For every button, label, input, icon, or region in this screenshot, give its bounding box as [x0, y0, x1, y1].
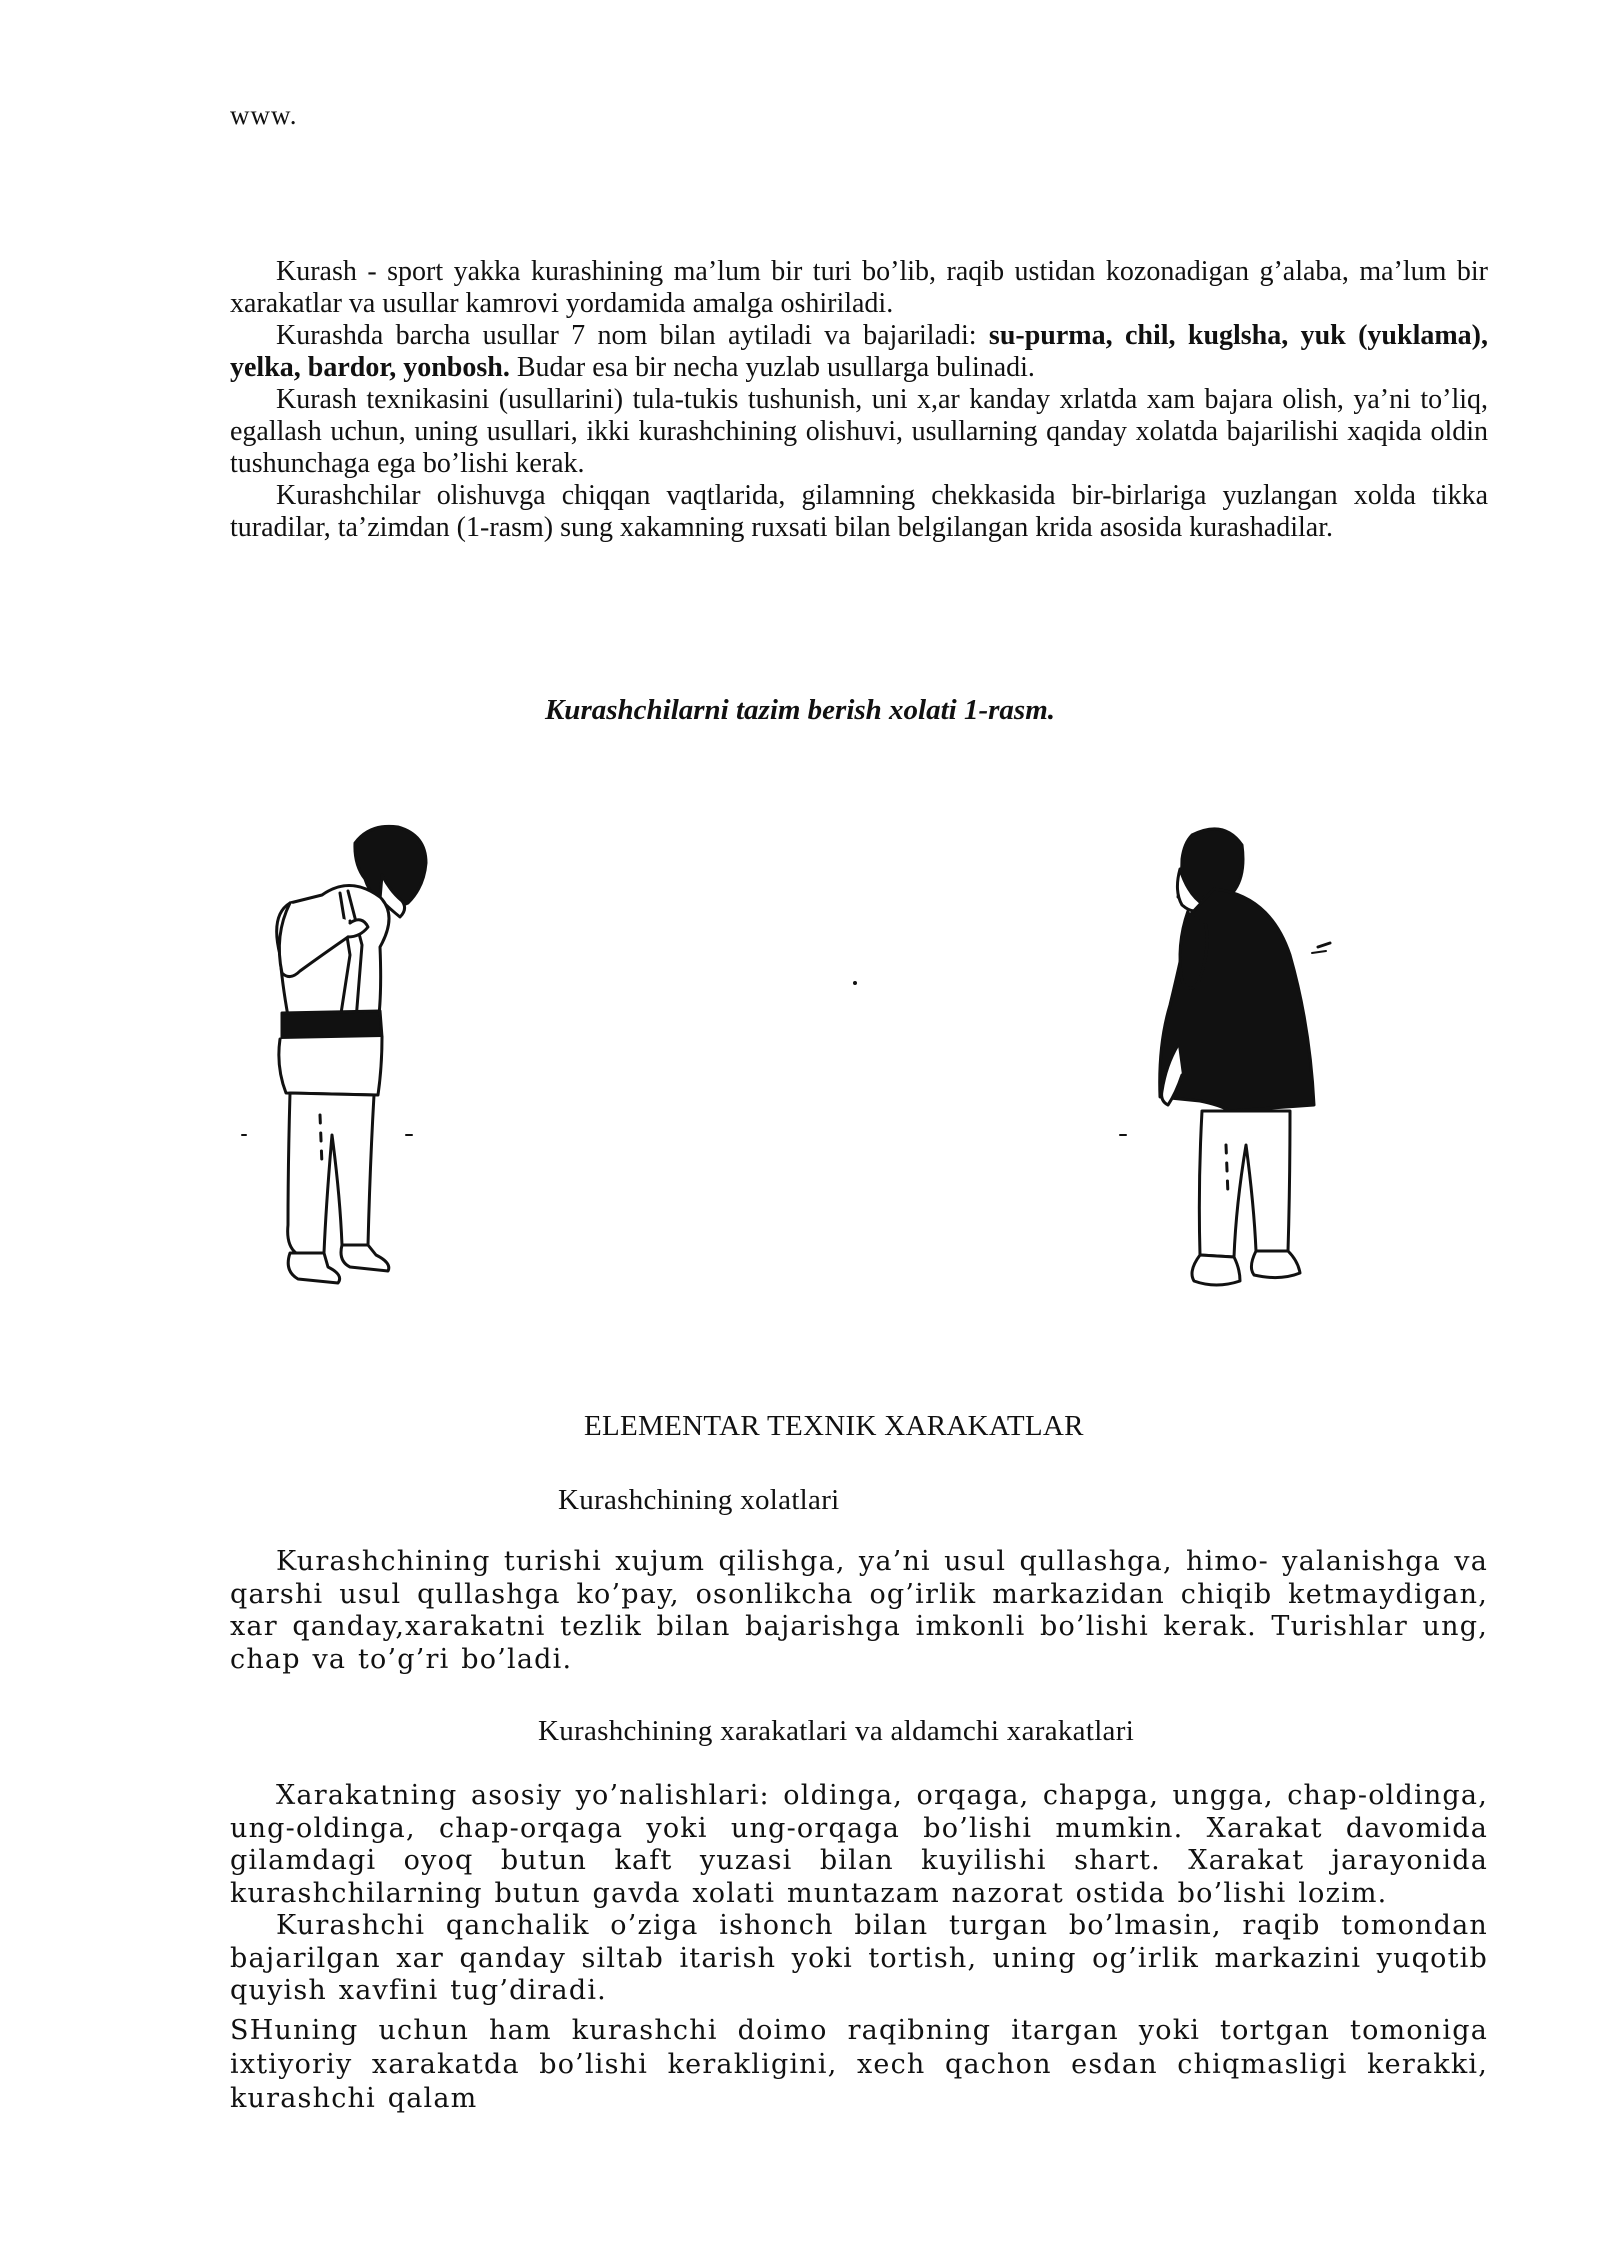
movements-paragraph-1: Xarakatning asosiy yo’nalishlari: oldinga, orqaga, chapga, ungga, chap-oldinga, ung-oldinga, chap-orqaga yoki ung-orqaga bo’lishi mumkin. Xarakat davomida gilamdagi oyoq butun kaft yuzasi bilan kuyilishi shart. Xarakat jarayonida kurashchilarning butun gavda xolati muntazam nazorat ostida bo’lishi lozim. [230, 1780, 1488, 1909]
stance-paragraph: Kurashchining turishi xujum qilishga, ya’ni usul qullashga, himo- yalanishga va qarshi usul qullashga ko’pay, osonlikcha og’irlik markazidan chiqib ketmaydigan, xar qanday,xarakatni tezlik bilan bajarishga imkonli bo’lishi kerak. Turishlar ung, chap va to’g’ri bo’ladi. [230, 1546, 1488, 1675]
intro-paragraph-3: Kurash texnikasini (usullarini) tula-tukis tushunish, uni x,ar kanday xrlatda xam bajara olish, ya’ni to’liq, egallash uchun, uning usullari, ikki kurashchining olishuvi, usullarning qanday xolatda bajarilishi xaqida oldin tushunchaga ega bo’lishi kerak. [230, 384, 1488, 479]
subsection-title-stances: Kurashchining xolatlari [558, 1484, 840, 1516]
intro-paragraph-2 [230, 320, 1488, 384]
intro-paragraph-1: Kurash - sport yakka kurashining ma’lum bir turi bo’lib, raqib ustidan kozonadigan g’alaba, ma’lum bir xarakatlar va usullar kamrovi yordamida amalga oshiriladi. [230, 256, 1488, 319]
center-mark [853, 981, 857, 985]
right-wrestler [1120, 829, 1330, 1285]
figure-caption: Kurashchilarni tazim berish xolati 1-rasm. [544, 694, 1056, 726]
intro-p2-start: Kurashda barcha usullar 7 nom bilan aytiladi va bajariladi: [276, 320, 989, 351]
left-wrestler [242, 826, 426, 1283]
intro-section [230, 256, 1488, 544]
technique-names: su-purma, chil, kuglsha, yuk (yuklama), yelka, bardor, yonbosh. [230, 320, 1488, 383]
intro-paragraph-4: Kurashchilar olishuvga chiqqan vaqtlarida, gilamning chekkasida bir-birlariga yuzlangan xolda tikka turadilar, ta’zimdan (1-rasm) sung xakamning ruxsati bilan belgilangan krida asosida kurashadilar. [230, 480, 1488, 543]
bowing-wrestlers-figure [230, 805, 1488, 1345]
subsection-title-movements: Kurashchining xarakatlari va aldamchi xarakatlari [538, 1715, 1135, 1747]
header-url: www. [230, 100, 298, 130]
movements-paragraph-3: SHuning uchun ham kurashchi doimo raqibning itargan yoki tortgan tomoniga ixtiyoriy xarakatda bo’lishi kerakligini, xech qachon esdan chiqmasligi kerakki, kurashchi qalam [230, 2014, 1488, 2114]
stance-section [230, 1546, 1488, 1676]
bowing-wrestlers-illustration [230, 805, 1488, 1345]
intro-p2-end: Budar esa bir necha yuzlab usullarga bulinadi. [509, 352, 1035, 383]
section-title: ELEMENTAR TEXNIK XARAKATLAR [584, 1410, 1084, 1442]
movements-section [230, 1780, 1488, 2116]
movements-paragraph-2: Kurashchi qanchalik o’ziga ishonch bilan turgan bo’lmasin, raqib tomondan bajarilgan xar qanday siltab itarish yoki tortish, uning og’irlik markazini yuqotib quyish xavfini tug’diradi. [230, 1910, 1488, 2006]
